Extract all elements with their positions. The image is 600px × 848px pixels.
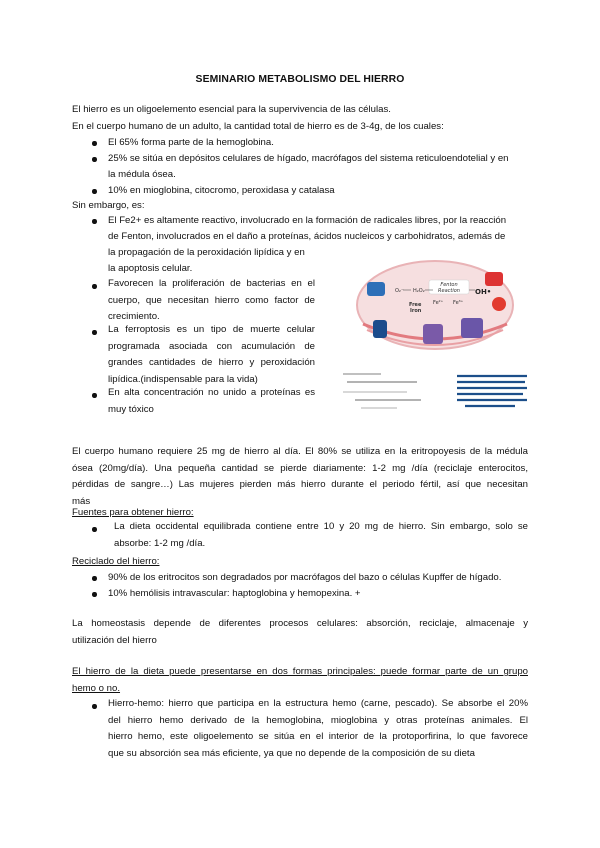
fe2-line-4: la apoptosis celular. [108, 263, 193, 274]
bullet-icon [92, 330, 97, 335]
fe2-label: Fe²⁺ [433, 300, 444, 306]
intro-line-2: En el cuerpo humano de un adulto, la cantidad total de hierro es de 3-4g, de los cuales: [72, 121, 444, 132]
requirement-paragraph [72, 444, 528, 510]
bullet-icon [92, 189, 97, 194]
transporter-shape [373, 320, 387, 338]
ferroptosis-line: programada asociada con acumulación de [108, 340, 315, 352]
distribution-item-3: 10% en mioglobina, citocromo, peroxidasa y catalasa [108, 185, 335, 196]
hemo-paragraph [108, 696, 528, 762]
free-label: Free [409, 302, 422, 308]
h2o2-label: H₂O₂ [413, 288, 425, 294]
formula-area-shape [339, 368, 447, 412]
distribution-item-1: El 65% forma parte de la hemoglobina. [108, 137, 274, 148]
recycling-item-2: 10% hemólisis intravascular: haptoglobina y hemopexina. + [108, 588, 361, 599]
bullet-icon [92, 592, 97, 597]
requirement-line: pérdidas de sangre…) Las mujeres pierden más hierro durante el periodo fértil, así que necesitan [72, 479, 528, 490]
bullet-icon [92, 284, 97, 289]
bullet-icon [92, 219, 97, 224]
hemo-line: Hierro-hemo: hierro que participa en la estructura hemo (carne, pescado). Se absorbe el 20% [108, 698, 528, 709]
toxic-paragraph [108, 385, 315, 418]
distribution-item-2-cont: la médula ósea. [108, 169, 176, 180]
fenton-label: Fenton [440, 282, 458, 288]
fe2-line-1: El Fe2+ es altamente reactivo, involucrado en la formación de radicales libres, por la reacción [108, 215, 507, 226]
recycling-item-1: 90% de los eritrocitos son degradados por macrófagos del bazo o células Kupffer de hígado. [108, 572, 502, 583]
iron-label: Iron [410, 308, 422, 314]
bullet-icon [92, 527, 97, 532]
reaction-label: Reaction [438, 288, 460, 294]
fe2-line-3: la propagación de la peroxidación lipídica y en [108, 247, 305, 258]
hemo-line: que su absorción sea más eficiente, ya que no depende de la composición de su dieta [108, 747, 475, 759]
requirement-line: más [72, 495, 91, 507]
ferroptosis-line: La ferroptosis es un tipo de muerte celular [108, 324, 315, 335]
bullet-icon [92, 157, 97, 162]
hemo-line: del hierro hemo derivado de la hemoglobina, mioglobina y otras proteínas animales. El [108, 714, 528, 726]
diet-heading-line: hemo o no. [72, 682, 121, 694]
sources-line: La dieta occidental equilibrada contiene entre 10 y 20 mg de hierro. Sin embargo, solo se [114, 521, 528, 532]
bacteria-line: Favorecen la proliferación de bacterias en el [108, 278, 315, 289]
fe2-line-2: de Fenton, involucrados en el daño a proteínas, ácidos nucleicos y carbohidratos, además de [108, 231, 506, 242]
bullet-icon [92, 141, 97, 146]
ferroptosis-line: grandes cantidades de hierro y peroxidación [108, 357, 315, 368]
page-title: SEMINARIO METABOLISMO DEL HIERRO [195, 74, 405, 85]
bacteria-line: crecimiento. [108, 311, 160, 322]
bullet-icon [92, 704, 97, 709]
lipid-box-shape [423, 324, 443, 344]
bacteria-paragraph [108, 276, 315, 326]
diet-heading [72, 664, 528, 697]
ferroptosis-line: lipídica.(indispensable para la vida) [108, 373, 258, 385]
hemo-line: hierro hemo, este oligoelemento se sitúa en el interior de la protoporfirina, lo que favorece [108, 731, 528, 742]
sin-embargo-label: Sin embargo, es: [72, 200, 145, 211]
bacteria-line: cuerpo, que necesitan hierro como factor de [108, 294, 315, 306]
oh-label: OH• [475, 288, 492, 296]
bullet-icon [92, 576, 97, 581]
fenton-reaction-figure [337, 258, 533, 416]
recycling-heading: Reciclado del hierro: [72, 556, 160, 567]
mitochondria-shape [367, 282, 385, 296]
requirement-line: El cuerpo humano requiere 25 mg de hierro al día. El 80% se utiliza en la eritropoyesis de la médula [72, 446, 528, 457]
bullet-icon [92, 393, 97, 398]
radical-burst-shape [492, 297, 506, 311]
distribution-item-2: 25% se sitúa en depósitos celulares de hígado, macrófagos del sistema reticuloendotelial y en [108, 153, 509, 164]
red-vesicle-shape [485, 272, 503, 286]
protein-box-shape [461, 318, 483, 338]
toxic-line: muy tóxico [108, 403, 154, 415]
intro-line-1: El hierro es un oligoelemento esencial para la supervivencia de las células. [72, 104, 391, 115]
fe3-label: Fe³⁺ [453, 300, 464, 306]
diet-heading-line: El hierro de la dieta puede presentarse en dos formas principales: puede formar parte de un grupo [72, 666, 528, 677]
ferroptosis-paragraph [108, 322, 315, 388]
toxic-line: En alta concentración no unido a proteínas es [108, 387, 315, 398]
sources-heading: Fuentes para obtener hierro: [72, 507, 194, 518]
requirement-line: ósea (20mg/día). Una pequeña cantidad se pierde diariamente: 1-2 mg /día (reciclaje enterocitos, [72, 462, 528, 474]
homeostasis-line: La homeostasis depende de diferentes procesos celulares: absorción, reciclaje, almacenaje y [72, 618, 528, 629]
sources-paragraph [114, 519, 528, 552]
sources-line: absorbe: 1-2 mg /día. [114, 537, 206, 549]
homeostasis-line: utilización del hierro [72, 634, 157, 646]
o2-label: O₂⁻ [395, 288, 404, 294]
homeostasis-paragraph [72, 616, 528, 649]
